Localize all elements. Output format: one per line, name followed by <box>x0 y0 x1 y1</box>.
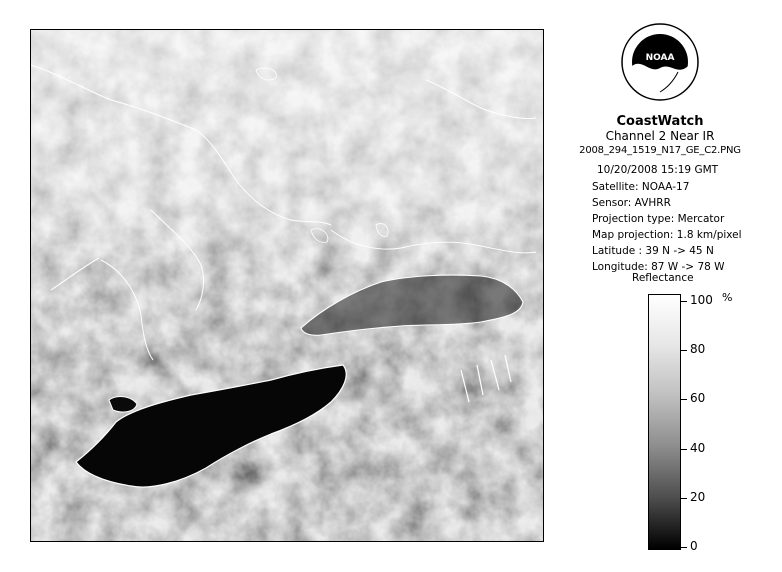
colorbar-tick-label: 100 <box>690 293 713 307</box>
map-projection: Map projection: 1.8 km/pixel <box>592 229 742 241</box>
colorbar-tick <box>681 547 687 548</box>
colorbar-label: Reflectance <box>632 272 694 284</box>
satellite-image <box>30 29 544 542</box>
colorbar-tick-label: 60 <box>690 391 706 405</box>
colorbar-tick <box>681 449 687 450</box>
projection-type: Projection type: Mercator <box>592 213 725 225</box>
satellite-info: Satellite: NOAA-17 <box>592 181 690 193</box>
product-title: CoastWatch <box>616 114 704 129</box>
colorbar-tick <box>681 301 687 302</box>
colorbar-unit: % <box>722 291 733 304</box>
reflectance-colorbar <box>648 294 681 550</box>
datetime: 10/20/2008 15:19 GMT <box>597 164 719 176</box>
colorbar-tick-label: 0 <box>690 539 698 553</box>
colorbar-tick-label: 40 <box>690 441 706 455</box>
satellite-image-svg <box>31 30 543 541</box>
latitude-range: Latitude : 39 N -> 45 N <box>592 245 714 257</box>
colorbar-tick <box>681 350 687 351</box>
colorbar-tick-label: 20 <box>690 490 706 504</box>
sensor-info: Sensor: AVHRR <box>592 197 671 209</box>
colorbar-tick <box>681 498 687 499</box>
longitude-range: Longitude: 87 W -> 78 W <box>592 261 725 273</box>
colorbar-tick-label: 80 <box>690 342 706 356</box>
file-name: 2008_294_1519_N17_GE_C2.PNG <box>579 145 741 156</box>
noaa-logo-text: NOAA <box>645 53 675 63</box>
colorbar-tick <box>681 399 687 400</box>
noaa-logo-icon <box>620 22 700 102</box>
channel-label: Channel 2 Near IR <box>605 129 715 143</box>
